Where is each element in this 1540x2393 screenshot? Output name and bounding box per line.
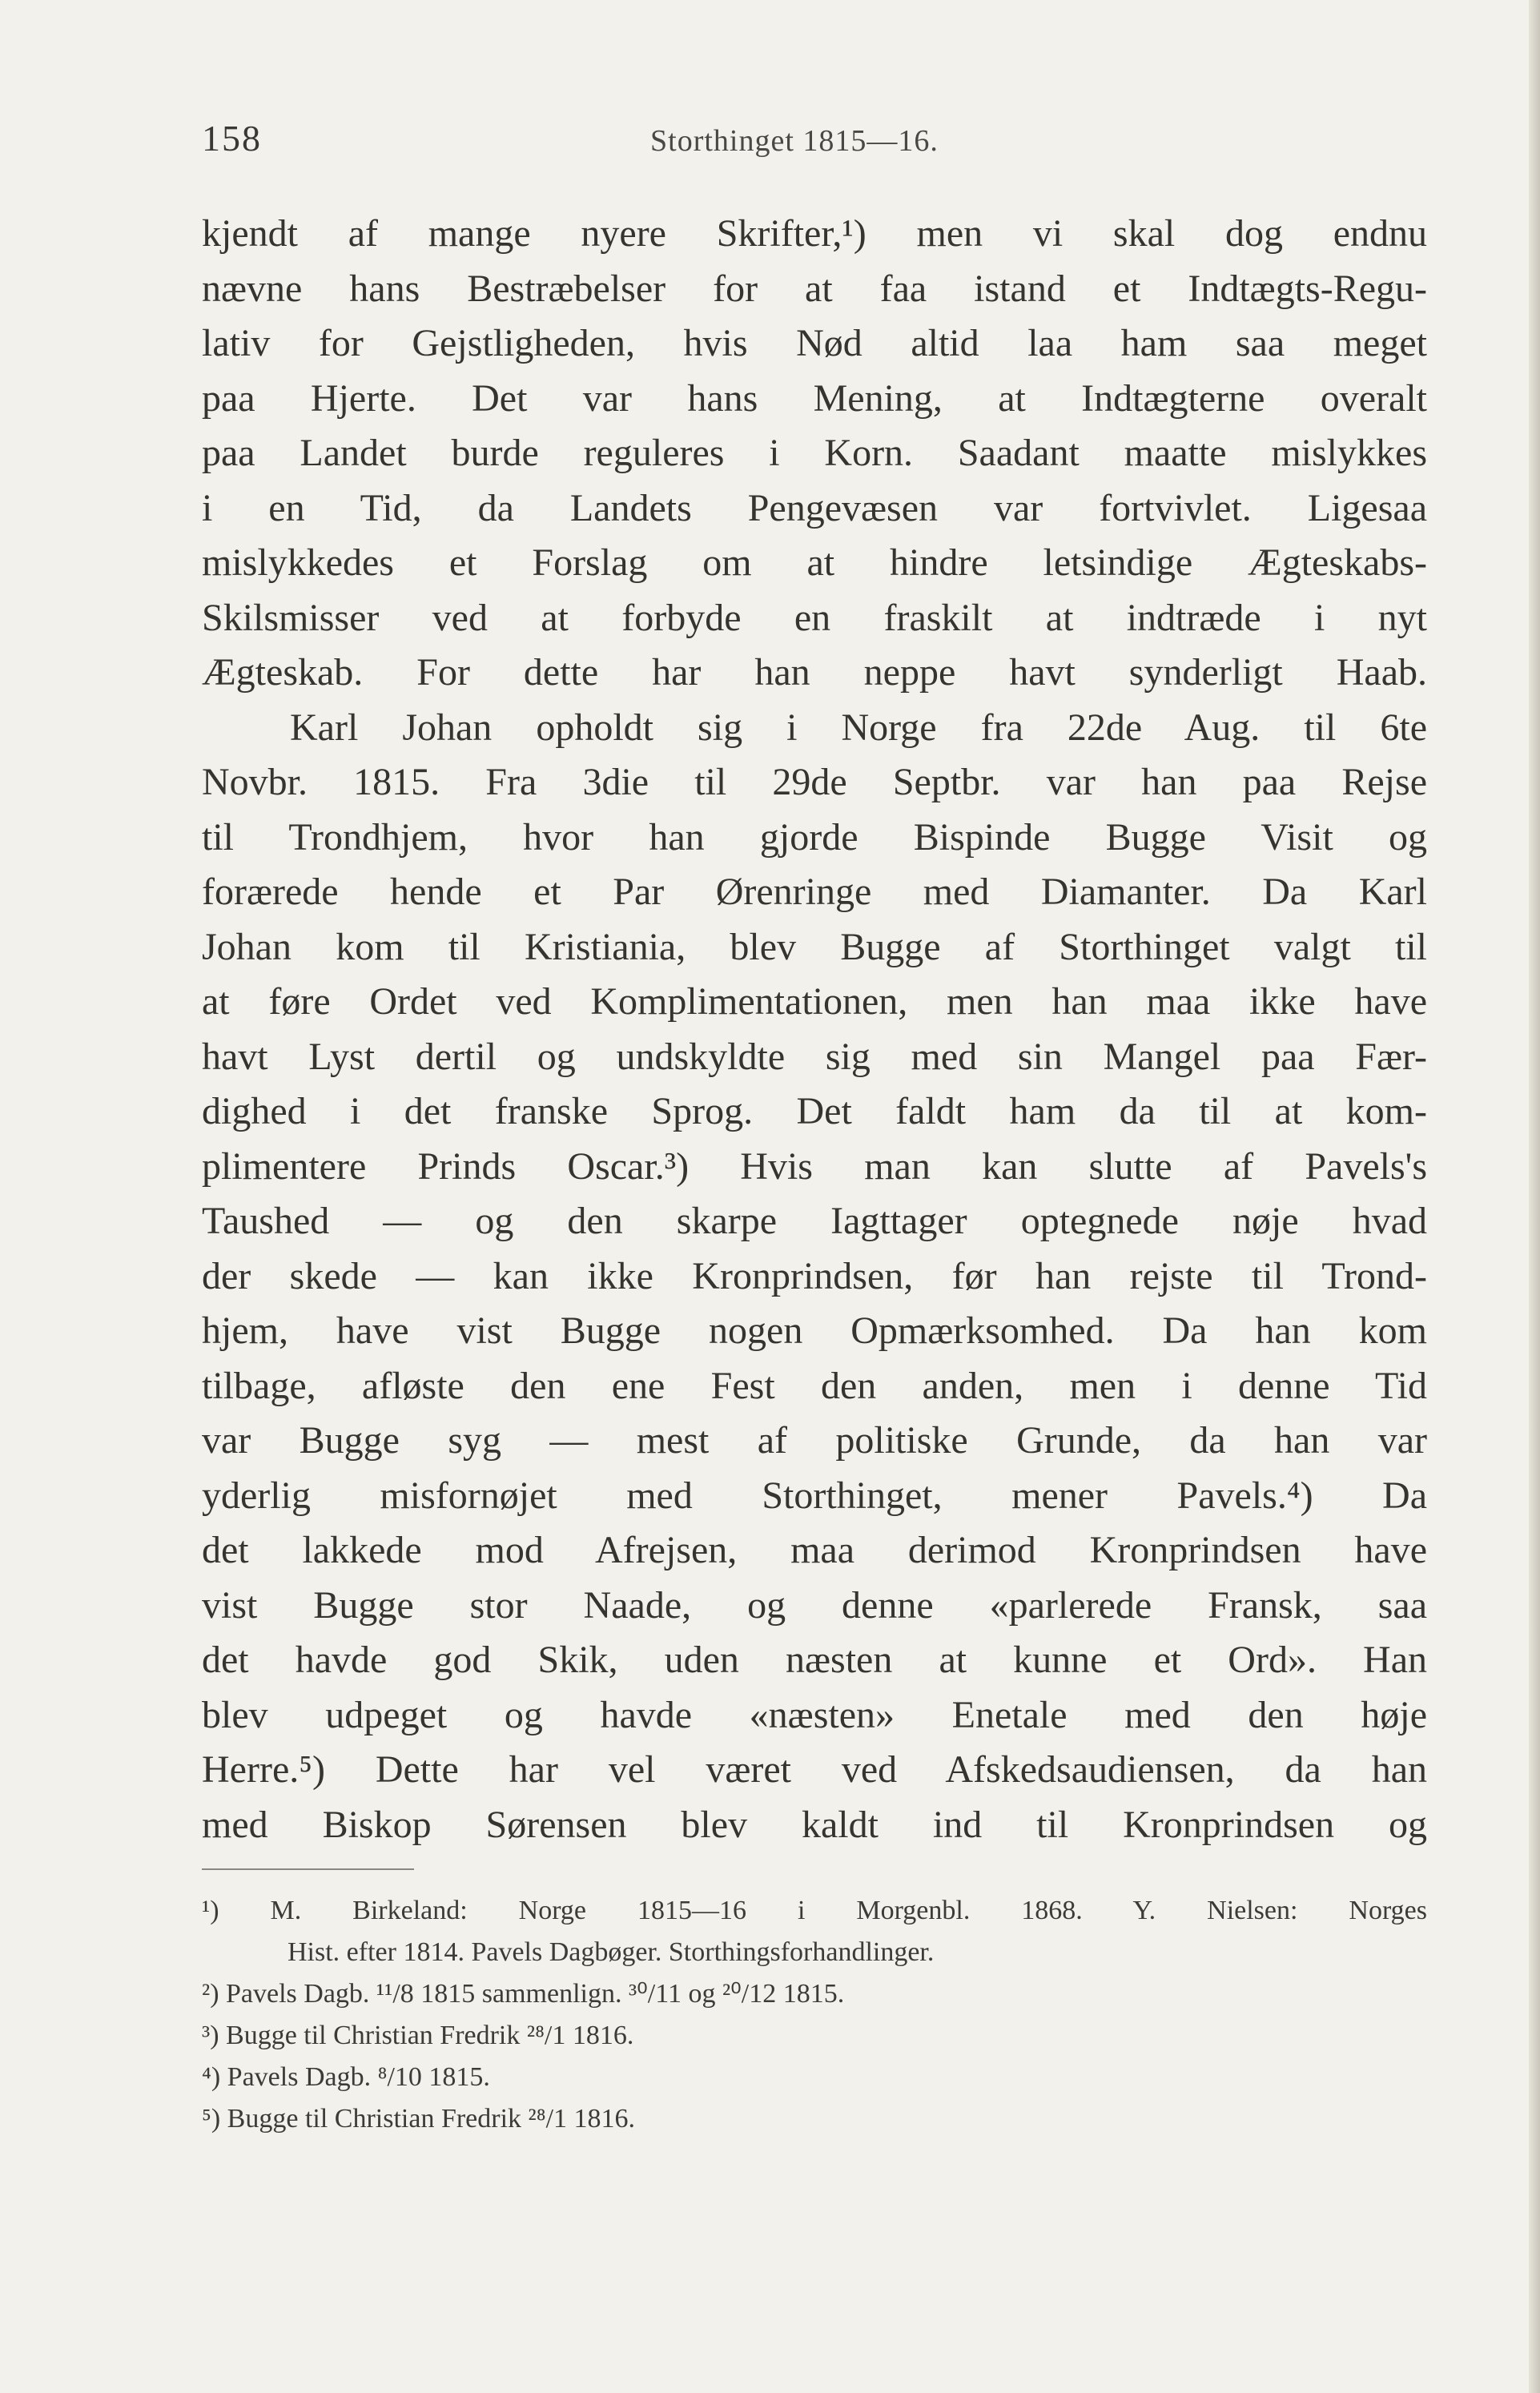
page-edge [1529, 0, 1540, 2393]
page-number: 158 [202, 118, 262, 159]
body-line: Skilsmisser ved at forbyde en fraskilt at indtræde i nyt [202, 596, 1427, 639]
body-line: lativ for Gejstligheden, hvis Nød altid laa ham saa meget [202, 322, 1427, 364]
body-line: i en Tid, da Landets Pengevæsen var fortvivlet. Ligesaa [202, 486, 1427, 529]
body-line: der skede — kan ikke Kronprindsen, før han rejste til Trond- [202, 1254, 1427, 1297]
body-line: med Biskop Sørensen blev kaldt ind til Kronprindsen og [202, 1803, 1427, 1846]
body-line: kjendt af mange nyere Skrifter,¹) men vi skal dog endnu [202, 212, 1427, 255]
footnote-line: ⁵) Bugge til Christian Fredrik ²⁸/1 1816. [202, 2104, 636, 2134]
body-line: Ægteskab. For dette har han neppe havt synderligt Haab. [202, 651, 1427, 694]
body-line: til Trondhjem, hvor han gjorde Bispinde Bugge Visit og [202, 815, 1427, 859]
body-text [202, 207, 1427, 1852]
footnote-line: Hist. efter 1814. Pavels Dagbøger. Storthingsforhandlinger. [287, 1937, 935, 1967]
body-line: Herre.⁵) Dette har vel været ved Afskedsaudiensen, da han [202, 1748, 1427, 1791]
body-line: paa Landet burde reguleres i Korn. Saadant maatte mislykkes [202, 432, 1427, 474]
body-line: Novbr. 1815. Fra 3die til 29de Septbr. var han paa Rejse [202, 761, 1427, 803]
body-line: plimentere Prinds Oscar.³) Hvis man kan slutte af Pavels's [202, 1144, 1427, 1188]
body-line: tilbage, afløste den ene Fest den anden, men i denne Tid [202, 1364, 1427, 1407]
body-line: paa Hjerte. Det var hans Mening, at Indtægterne overalt [202, 376, 1427, 420]
running-title: Storthinget 1815—16. [650, 124, 939, 158]
body-line: var Bugge syg — mest af politiske Grunde, da han var [202, 1419, 1427, 1462]
body-line: mislykkedes et Forslag om at hindre letsindige Ægteskabs- [202, 541, 1427, 584]
body-line: hjem, have vist Bugge nogen Opmærksomhed. Da han kom [202, 1309, 1427, 1352]
footnote-divider [202, 1868, 414, 1870]
body-line: nævne hans Bestræbelser for at faa istand et Indtægts-Regu- [202, 267, 1427, 310]
body-line: Johan kom til Kristiania, blev Bugge af Storthinget valgt til [202, 925, 1427, 968]
body-line: det lakkede mod Afrejsen, maa derimod Kronprindsen have [202, 1529, 1427, 1571]
body-line: havt Lyst dertil og undskyldte sig med sin Mangel paa Fær- [202, 1035, 1427, 1078]
body-line: det havde god Skik, uden næsten at kunne et Ord». Han [202, 1639, 1427, 1681]
body-line: Taushed — og den skarpe Iagttager optegnede nøje hvad [202, 1200, 1427, 1242]
running-head [202, 112, 1427, 168]
body-line: vist Bugge stor Naade, og denne «parlerede Fransk, saa [202, 1583, 1427, 1627]
body-line: at føre Ordet ved Komplimentationen, men han maa ikke have [202, 980, 1427, 1023]
footnote-line: ³) Bugge til Christian Fredrik ²⁸/1 1816. [202, 2021, 634, 2050]
footnote-line: ⁴) Pavels Dagb. ⁸/10 1815. [202, 2062, 490, 2092]
body-line: yderlig misfornøjet med Storthinget, mener Pavels.⁴) Da [202, 1474, 1427, 1517]
footnote-line: ²) Pavels Dagb. ¹¹/8 1815 sammenlign. ³⁰/11 og ²⁰/12 1815. [202, 1979, 845, 2009]
footnotes [202, 1890, 1427, 2140]
body-line: Karl Johan opholdt sig i Norge fra 22de Aug. til 6te [290, 706, 1427, 749]
body-line: blev udpeget og havde «næsten» Enetale med den høje [202, 1693, 1427, 1736]
body-line: dighed i det franske Sprog. Det faldt ham da til at kom- [202, 1090, 1427, 1132]
footnote-line: ¹) M. Birkeland: Norge 1815—16 i Morgenbl. 1868. Y. Nielsen: Norges [202, 1896, 1427, 1925]
body-line: forærede hende et Par Ørenringe med Diamanter. Da Karl [202, 871, 1427, 913]
